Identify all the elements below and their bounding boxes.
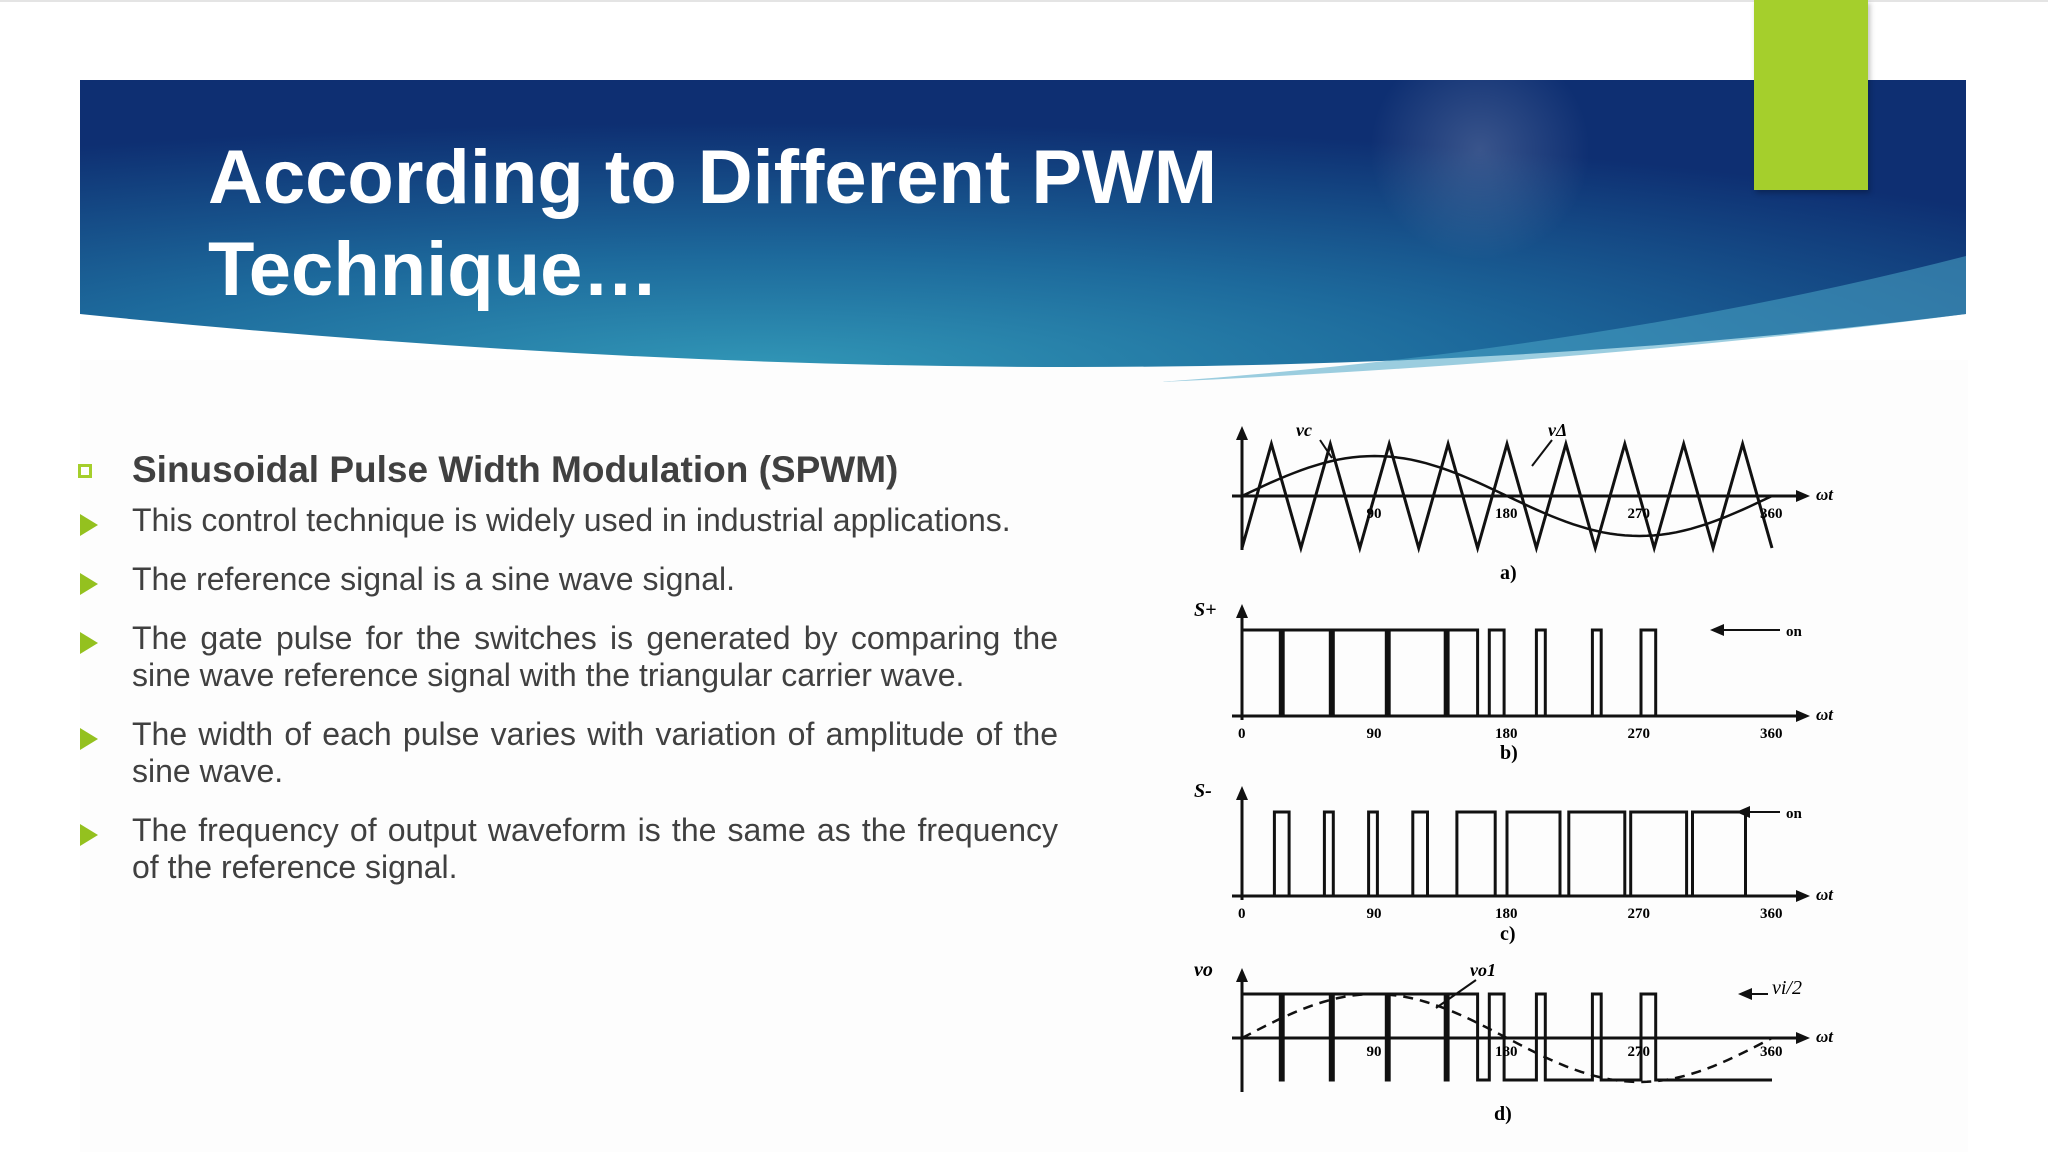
panel-c-tick-label: 180 <box>1495 906 1518 922</box>
bullet-text: The width of each pulse varies with variation of amplitude of the sine wave. <box>132 716 1058 789</box>
bullet-text: This control technique is widely used in industrial applications. <box>132 502 1011 538</box>
panel-a-vertical-arrow-icon <box>1236 426 1248 440</box>
panel-d-vertical-arrow-icon <box>1236 968 1248 982</box>
panel-d-tick-label: 90 <box>1366 1044 1382 1060</box>
panel-b-tick-label: 180 <box>1495 726 1518 742</box>
panel-c-tick-label: 90 <box>1366 906 1382 922</box>
arrow-bullet-icon <box>80 573 98 595</box>
panel-c-tick-label: 360 <box>1760 906 1783 922</box>
panel-b-tick-label: 90 <box>1366 726 1382 742</box>
panel-b-time-arrow-icon <box>1796 710 1810 722</box>
switch-pulse-train-b <box>1242 630 1772 716</box>
signal-label-c: S- <box>1194 780 1212 802</box>
waveform-traces <box>1232 426 1834 1092</box>
arrow-bullet-icon <box>80 514 98 536</box>
carrier-label-pointer <box>1532 440 1552 466</box>
panel-c-tick-label: 0 <box>1238 906 1246 922</box>
bullet-item <box>72 502 1011 539</box>
panel-a-tick-label: 360 <box>1760 506 1783 522</box>
slide-title: According to Different PWM Technique… <box>208 135 1218 312</box>
spwm-waveforms <box>1180 420 1860 1140</box>
panel-b-tick-label: 270 <box>1627 726 1650 742</box>
panel-b-tick-label: 0 <box>1238 726 1246 742</box>
panel-b-tick-label: 360 <box>1760 726 1783 742</box>
accent-tab <box>1754 0 1868 190</box>
panel-d-tick-label: 360 <box>1760 1044 1783 1060</box>
panel-d-tick-label: 180 <box>1495 1044 1518 1060</box>
panel-a-tick-label: 90 <box>1366 506 1382 522</box>
signal-label-b: S+ <box>1194 599 1217 621</box>
caption-a: a) <box>1500 562 1517 584</box>
signal-label-d: vo <box>1194 959 1213 981</box>
level-label: vi/2 <box>1772 977 1802 999</box>
on-label-c: on <box>1786 806 1802 822</box>
panel-c-tick-label: 270 <box>1627 906 1650 922</box>
level-arrow-icon <box>1738 988 1752 1000</box>
spwm-waveform-figure <box>1180 420 1860 1140</box>
arrow-bullet-icon <box>80 728 98 750</box>
caption-d: d) <box>1494 1103 1512 1125</box>
panel-d-tick-label: 270 <box>1627 1044 1650 1060</box>
on-arrow-c-icon <box>1736 806 1750 818</box>
panel-a-time-arrow-icon <box>1796 490 1810 502</box>
panel-b-vertical-arrow-icon <box>1236 604 1248 618</box>
bullet-item <box>72 812 1058 886</box>
bullet-item <box>72 716 1058 790</box>
bullet-text: The gate pulse for the switches is generated by comparing the sine wave reference signal with the triangular carrier wave. <box>132 620 1058 693</box>
section-heading: Sinusoidal Pulse Width Modulation (SPWM) <box>132 449 899 490</box>
fundamental-label: vo1 <box>1470 960 1496 980</box>
panel-c-vertical-arrow-icon <box>1236 786 1248 800</box>
caption-c: c) <box>1500 923 1516 945</box>
sine-label: vc <box>1296 420 1312 440</box>
panel-a-tick-label: 180 <box>1495 506 1518 522</box>
on-label-b: on <box>1786 624 1802 640</box>
arrow-bullet-icon <box>80 824 98 846</box>
panel-c-axis-variable-label: ωt <box>1816 885 1834 904</box>
bullet-text: The reference signal is a sine wave signal. <box>132 561 735 597</box>
on-arrow-b-icon <box>1710 624 1724 636</box>
caption-b: b) <box>1500 742 1518 764</box>
square-bullet-icon <box>78 464 92 478</box>
panel-a-axis-variable-label: ωt <box>1816 485 1834 504</box>
arrow-bullet-icon <box>80 632 98 654</box>
heading-row <box>72 440 1002 502</box>
switch-pulse-train-c <box>1242 812 1772 896</box>
bullet-item <box>72 620 1058 694</box>
bullet-item <box>72 561 1002 598</box>
panel-d-axis-variable-label: ωt <box>1816 1027 1834 1046</box>
bullet-text: The frequency of output waveform is the same as the frequency of the reference signal. <box>132 812 1058 885</box>
carrier-label: vΔ <box>1548 420 1568 440</box>
panel-c-time-arrow-icon <box>1796 890 1810 902</box>
panel-b-axis-variable-label: ωt <box>1816 705 1834 724</box>
slide-content <box>72 440 1058 908</box>
panel-d-time-arrow-icon <box>1796 1032 1810 1044</box>
panel-a-tick-label: 270 <box>1627 506 1650 522</box>
